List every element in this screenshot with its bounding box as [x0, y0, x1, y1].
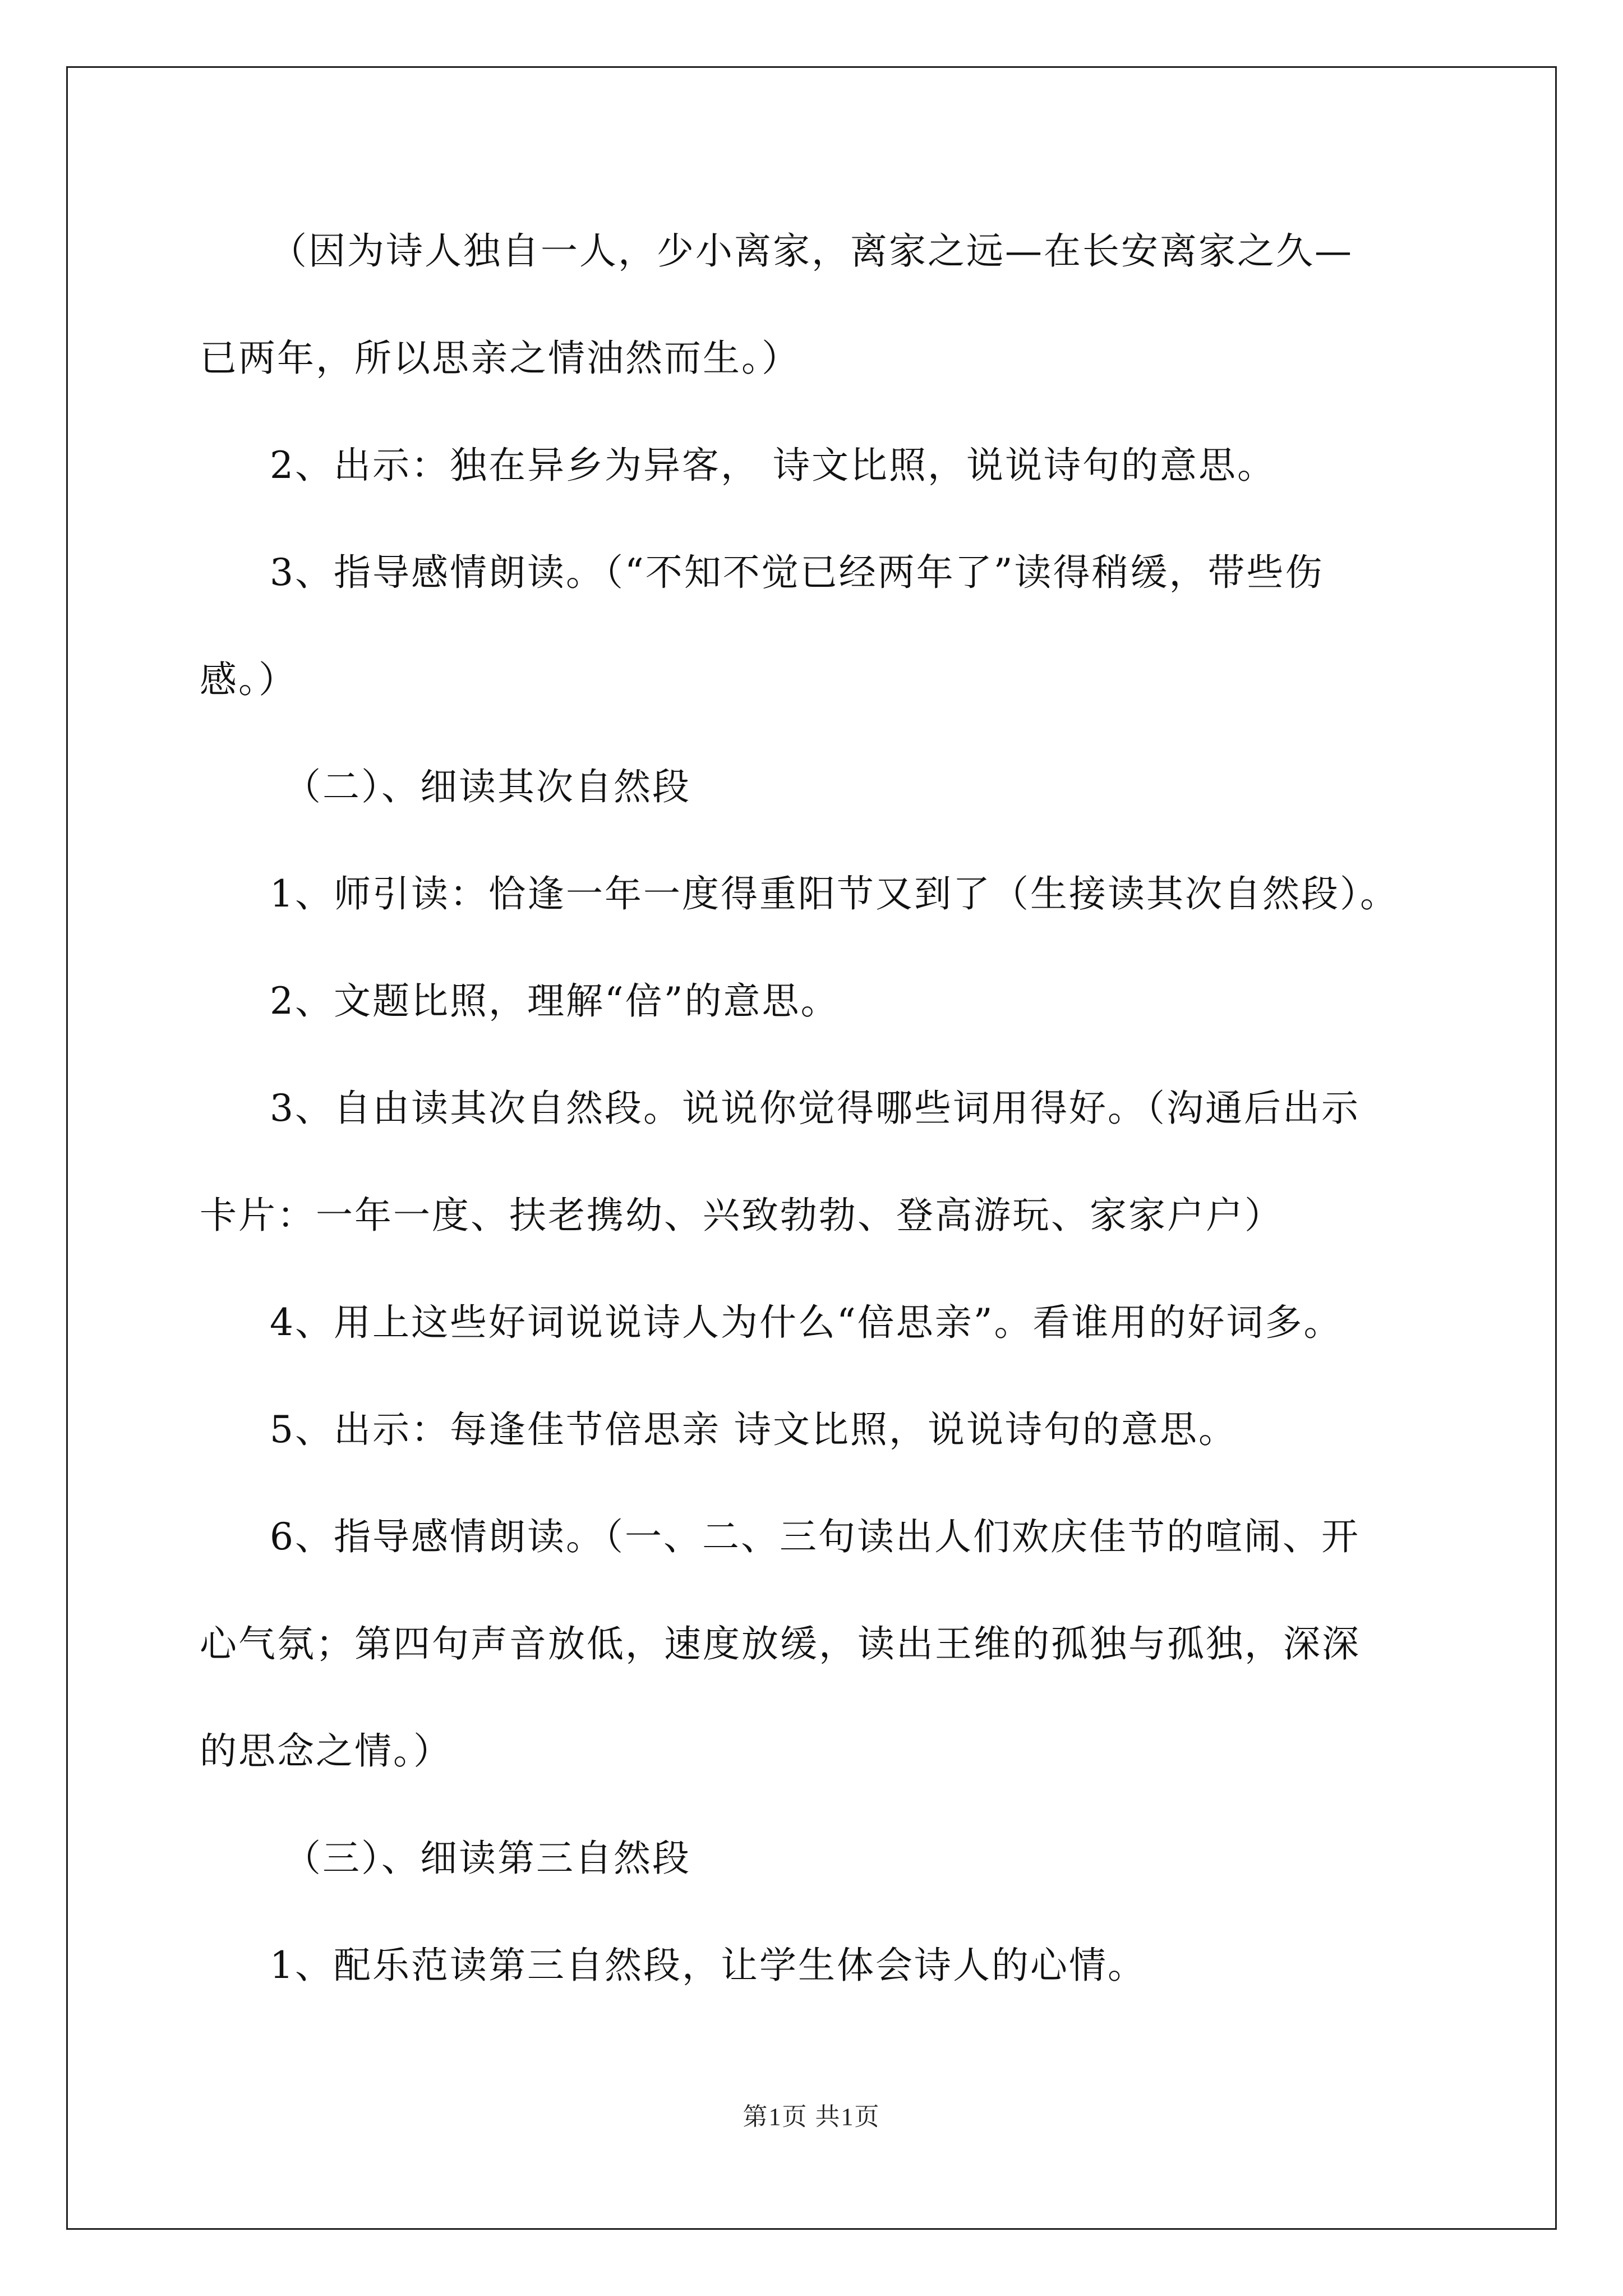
paragraph-line: 2、文题比照，理解“倍”的意思。 [270, 979, 840, 1023]
paragraph-line: 4、用上这些好词说说诗人为什么“倍思亲”。看谁用的好词多。 [270, 1301, 1343, 1344]
paragraph-line: 感。） [200, 658, 297, 701]
paragraph-line: 卡片：一年一度、扶老携幼、兴致勃勃、登高游玩、家家户户） [200, 1194, 1283, 1237]
paragraph-line: 6、指导感情朗读。（一、二、三句读出人们欢庆佳节的喧闹、开 [270, 1515, 1360, 1558]
paragraph-line: 已两年，所以思亲之情油然而生。） [200, 337, 800, 380]
paragraph-line: 2、出示：独在异乡为异客， 诗文比照，说说诗句的意思。 [270, 444, 1276, 487]
section-heading: （二）、细读其次自然段 [284, 765, 691, 808]
paragraph-line: 心气氛；第四句声音放低，速度放缓，读出王维的孤独与孤独，深深 [200, 1622, 1361, 1665]
paragraph-line: 3、自由读其次自然段。说说你觉得哪些词用得好。（沟通后出示 [270, 1087, 1360, 1130]
paragraph-line: 1、师引读：恰逢一年一度得重阳节又到了（生接读其次自然段）。 [270, 872, 1399, 915]
page-footer: 第1页 共1页 [743, 2103, 880, 2131]
page-border [66, 66, 1557, 2230]
paragraph-line: 5、出示：每逢佳节倍思亲 诗文比照，说说诗句的意思。 [270, 1408, 1237, 1451]
paragraph-line: 3、指导感情朗读。（“不知不觉已经两年了”读得稍缓，带些伤 [270, 551, 1324, 594]
paragraph-line: 1、配乐范读第三自然段，让学生体会诗人的心情。 [270, 1944, 1146, 1987]
section-heading: （三）、细读第三自然段 [284, 1837, 691, 1880]
paragraph-line: 的思念之情。） [200, 1729, 452, 1773]
paragraph-line: （因为诗人独自一人，少小离家，离家之远—在长安离家之久— [270, 229, 1353, 273]
